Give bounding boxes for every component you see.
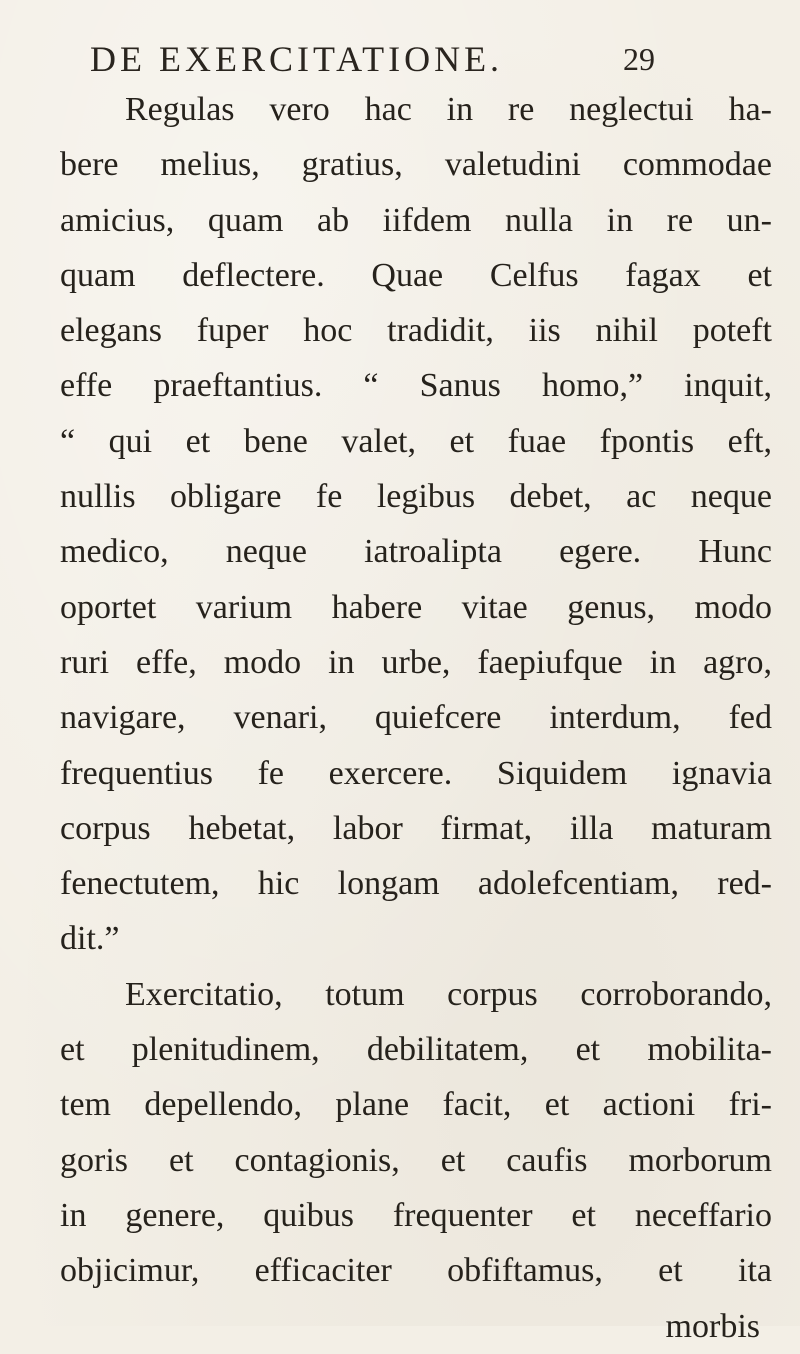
text-line: in genere, quibus frequenter et neceffario <box>60 1196 772 1234</box>
catchword: morbis <box>665 1307 760 1345</box>
text-line: amicius, quam ab iifdem nulla in re un- <box>60 201 772 239</box>
text-line: fenectutem, hic longam adolefcentiam, red- <box>60 865 772 903</box>
text-line: dit.” <box>60 920 120 958</box>
text-line: bere melius, gratius, valetudini commodae <box>60 146 772 184</box>
text-line: oportet varium habere vitae genus, modo <box>60 588 772 626</box>
text-line: frequentius fe exercere. Siquidem ignavia <box>60 754 772 792</box>
text-line: quam deflectere. Quae Celfus fagax et <box>60 256 772 294</box>
text-line: ruri effe, modo in urbe, faepiufque in agro, <box>60 643 772 681</box>
text-line: elegans fuper hoc tradidit, iis nihil poteft <box>60 312 772 350</box>
text-line: medico, neque iatroalipta egere. Hunc <box>60 533 772 571</box>
text-line: et plenitudinem, debilitatem, et mobilita- <box>60 1031 772 1069</box>
text-line: tem depellendo, plane facit, et actioni fri- <box>60 1086 772 1124</box>
text-line: “ qui et bene valet, et fuae fpontis eft, <box>60 422 772 460</box>
text-line: objicimur, efficaciter obfiftamus, et ita <box>60 1252 772 1290</box>
paragraph-1 <box>60 82 772 967</box>
text-line: navigare, venari, quiefcere interdum, fed <box>60 699 772 737</box>
running-head <box>90 34 690 84</box>
page-number: 29 <box>623 41 655 77</box>
text-line: Exercitatio, totum corpus corroborando, <box>125 975 772 1013</box>
body-text <box>60 82 772 1354</box>
running-title: DE EXERCITATIONE. <box>90 39 504 79</box>
text-line: corpus hebetat, labor firmat, illa maturam <box>60 809 772 847</box>
paragraph-2 <box>60 967 772 1299</box>
text-line: goris et contagionis, et caufis morborum <box>60 1141 772 1179</box>
text-line: effe praeftantius. “ Sanus homo,” inquit, <box>60 367 772 405</box>
text-line: Regulas vero hac in re neglectui ha- <box>125 91 772 128</box>
text-line: nullis obligare fe legibus debet, ac neque <box>60 478 772 516</box>
